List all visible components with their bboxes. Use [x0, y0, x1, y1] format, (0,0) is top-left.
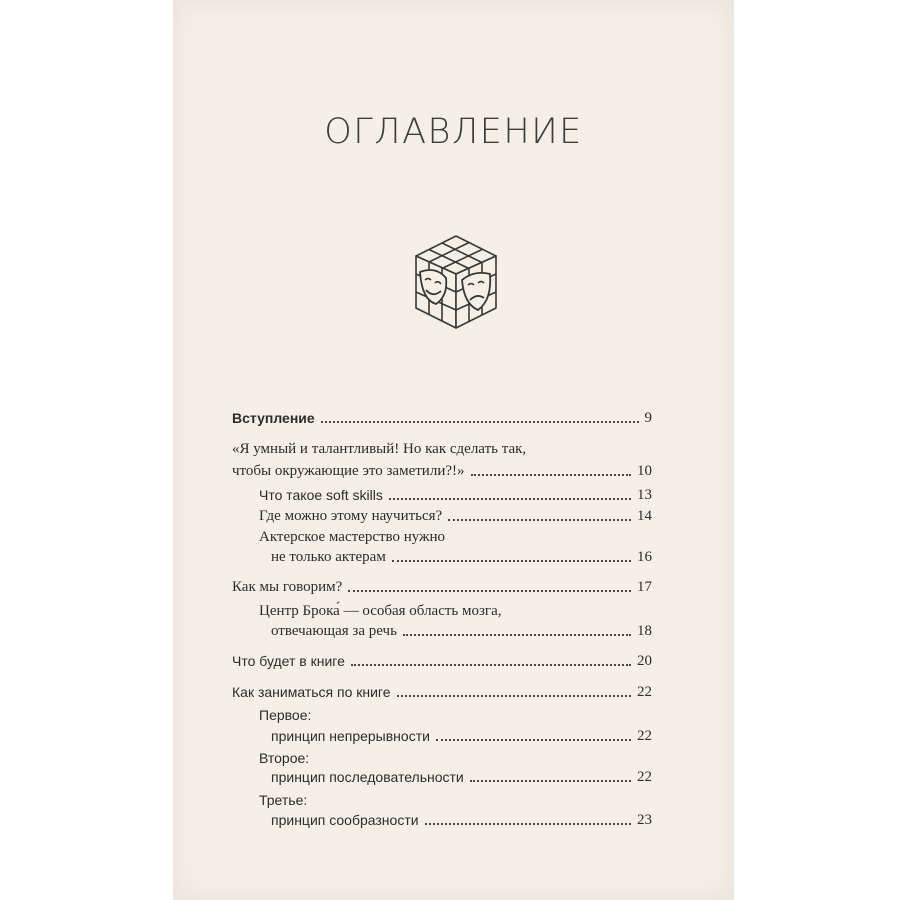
- toc-entry-label: чтобы окружающие это заметили?!»: [232, 463, 465, 479]
- dot-leader: [321, 421, 639, 423]
- rubiks-cube-theatre-masks-icon: [410, 230, 502, 332]
- dot-leader: [403, 634, 631, 636]
- toc-entry-label: Центр Брока́ — особая область мозга,: [259, 603, 502, 619]
- toc-page-number: 22: [637, 684, 652, 700]
- toc-page-number: 23: [637, 812, 652, 828]
- toc-entry-label: «Я умный и талантливый! Но как сделать так,: [232, 441, 527, 457]
- toc-entry-continuity[interactable]: [271, 727, 652, 745]
- toc-entry-label: Второе:: [259, 750, 310, 766]
- toc-page-number: 22: [637, 728, 652, 744]
- toc-entry-chapter2[interactable]: [232, 578, 652, 596]
- toc-page-number: 9: [644, 410, 652, 426]
- dot-leader: [471, 474, 632, 476]
- toc-page-number: 10: [637, 463, 652, 479]
- dot-leader: [389, 498, 631, 500]
- dot-leader: [397, 695, 631, 697]
- toc-entry-chapter4[interactable]: [232, 683, 652, 701]
- toc-entry-label: Третье:: [259, 792, 308, 808]
- toc-entry-label: Вступление: [232, 410, 315, 426]
- dot-leader: [470, 780, 631, 782]
- toc-entry-label: принцип последовательности: [271, 769, 464, 785]
- page-title: ОГЛАВЛЕНИЕ: [324, 112, 583, 152]
- dot-leader: [351, 664, 631, 666]
- toc-entry-label: Актерское мастерство нужно: [259, 529, 445, 545]
- toc-page-number: 22: [637, 769, 652, 785]
- toc-entry-intro[interactable]: [232, 409, 652, 427]
- toc-page-number: 14: [637, 508, 652, 524]
- toc-entry-where-to-learn[interactable]: [259, 507, 652, 525]
- dot-leader: [436, 739, 631, 741]
- toc-entry-label: Первое:: [259, 707, 312, 723]
- toc-page-number: 17: [637, 579, 652, 595]
- dot-leader: [348, 590, 631, 592]
- toc-entry-label: Где можно этому научиться?: [259, 508, 443, 524]
- toc-entry-label: Как заниматься по книге: [232, 684, 391, 700]
- toc-entry-label: Что такое soft skills: [259, 487, 383, 503]
- toc-entry-label: принцип сообразности: [271, 812, 419, 828]
- dot-leader: [392, 560, 631, 562]
- toc-page-number: 18: [637, 623, 652, 639]
- toc-entry-label: принцип непрерывности: [271, 728, 430, 744]
- toc-page-number: 13: [637, 487, 652, 503]
- toc-entry-label: Как мы говорим?: [232, 579, 343, 595]
- toc-entry-broca[interactable]: [271, 622, 652, 640]
- toc-entry-chapter3[interactable]: [232, 652, 652, 670]
- dot-leader: [448, 519, 631, 521]
- book-page: [173, 0, 734, 900]
- toc-entry-acting[interactable]: [271, 548, 652, 566]
- toc-entry-conformity[interactable]: [271, 811, 652, 829]
- toc-entry-chapter1[interactable]: [232, 462, 652, 480]
- toc-entry-sequence[interactable]: [271, 768, 652, 786]
- toc-entry-label: Что будет в книге: [232, 653, 345, 669]
- toc-page-number: 16: [637, 549, 652, 565]
- toc-entry-label: не только актерам: [271, 549, 386, 565]
- toc-entry-soft-skills[interactable]: [259, 486, 652, 504]
- toc-entry-label: отвечающая за речь: [271, 623, 397, 639]
- toc-page-number: 20: [637, 653, 652, 669]
- dot-leader: [425, 823, 631, 825]
